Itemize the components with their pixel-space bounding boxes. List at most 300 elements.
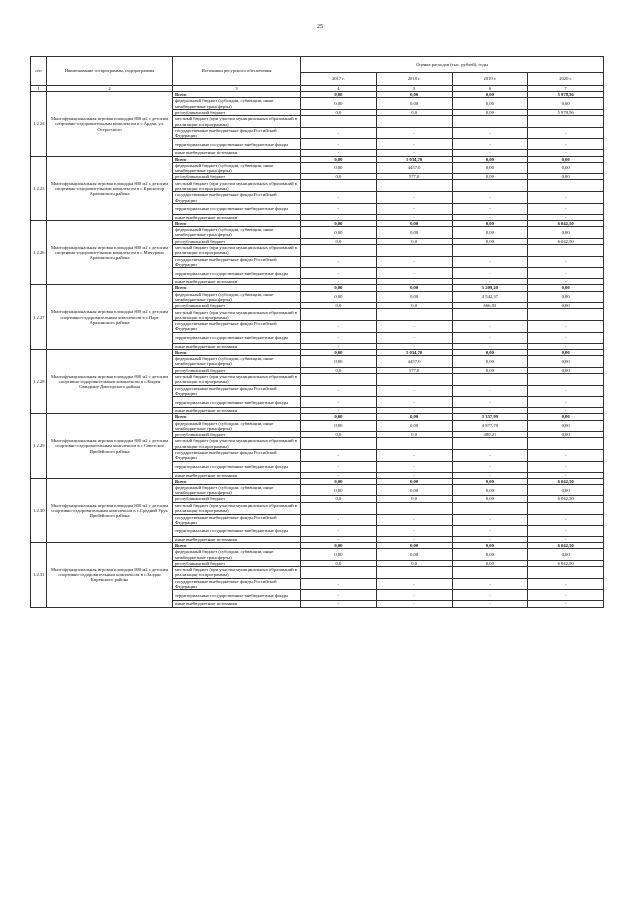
amount-cell: - (301, 268, 377, 279)
amount-cell: 0,00 (528, 549, 604, 560)
amount-cell: 0,00 (301, 291, 377, 302)
funding-source: государственные внебюджетные фонды Российской Федерации (173, 385, 301, 396)
amount-cell: 0,0 (376, 496, 452, 502)
amount-cell: 0,00 (301, 484, 377, 495)
amount-cell: - (528, 203, 604, 214)
amount-cell: - (376, 343, 452, 349)
amount-cell: - (452, 472, 528, 478)
funding-source: местный бюджет (при участии муниципальных образований в реализации госпрограммы) (173, 438, 301, 450)
amount-cell: - (376, 214, 452, 220)
amount-cell: 0,00 (528, 349, 604, 355)
amount-cell: 0,00 (376, 420, 452, 431)
amount-cell: 0,00 (376, 221, 452, 227)
amount-cell (528, 373, 604, 385)
funding-source: республиканский бюджет (173, 560, 301, 566)
funding-source: Всего (173, 221, 301, 227)
amount-cell (528, 502, 604, 514)
amount-cell: 0,00 (452, 98, 528, 109)
amount-cell: 5 357,99 (452, 414, 528, 420)
amount-cell: 4457,0 (376, 356, 452, 367)
amount-cell: 0,0 (301, 431, 377, 437)
amount-cell (376, 309, 452, 321)
amount-cell: - (452, 525, 528, 536)
funding-source: территориальные государственные внебюджетные фонды (173, 139, 301, 150)
amount-cell: 5 034,70 (376, 349, 452, 355)
funding-source: федеральный бюджет (субсидии, субвенции, иные межбюджетные трансферты) (173, 98, 301, 109)
amount-cell: - (452, 128, 528, 139)
funding-source: иные внебюджетные источники (173, 343, 301, 349)
amount-cell: 666,83 (452, 303, 528, 309)
project-name: Многофункциональная игровая площадка 800 м2 с детским спортивно-оздоровительным комплексом в с.Советское Ирибейского района (47, 414, 173, 478)
amount-cell: - (301, 150, 377, 156)
header-estimate: Оценка расходов (тыс. рублей), годы (301, 57, 604, 73)
amount-cell (452, 244, 528, 256)
amount-cell: 6 042,50 (528, 221, 604, 227)
amount-cell: 0,0 (376, 238, 452, 244)
funding-source: Всего (173, 156, 301, 162)
amount-cell (376, 502, 452, 514)
amount-cell: - (301, 514, 377, 525)
header-index: 6 (452, 86, 528, 92)
amount-cell: - (376, 128, 452, 139)
amount-cell: - (301, 321, 377, 332)
amount-cell: 0,0 (301, 560, 377, 566)
amount-cell: 0,00 (301, 285, 377, 291)
amount-cell: 6 042,50 (528, 560, 604, 566)
amount-cell: - (376, 578, 452, 589)
amount-cell: 6 042,50 (528, 478, 604, 484)
amount-cell: 0,00 (528, 303, 604, 309)
amount-cell: 0,0 (376, 431, 452, 437)
funding-source: республиканский бюджет (173, 303, 301, 309)
header-num: п/п (31, 57, 47, 86)
header-index: 4 (301, 86, 377, 92)
funding-source: государственные внебюджетные фонды Российской Федерации (173, 321, 301, 332)
amount-cell: - (376, 321, 452, 332)
amount-cell: 0,00 (452, 484, 528, 495)
funding-source: федеральный бюджет (субсидии, субвенции, иные межбюджетные трансферты) (173, 420, 301, 431)
amount-cell: 0,00 (528, 162, 604, 173)
amount-cell (301, 566, 377, 578)
amount-cell: 0,00 (301, 162, 377, 173)
amount-cell: - (452, 150, 528, 156)
amount-cell: 0,00 (376, 227, 452, 238)
amount-cell: - (301, 385, 377, 396)
amount-cell (376, 116, 452, 128)
amount-cell: 5 209,20 (452, 285, 528, 291)
amount-cell: 0,00 (452, 221, 528, 227)
amount-cell: 0,0 (376, 303, 452, 309)
amount-cell: 0,00 (376, 92, 452, 98)
funding-source: территориальные государственные внебюджетные фонды (173, 525, 301, 536)
amount-cell: 0,00 (452, 92, 528, 98)
funding-source: Всего (173, 478, 301, 484)
header-index: 5 (376, 86, 452, 92)
funding-source: республиканский бюджет (173, 174, 301, 180)
amount-cell: 0,00 (376, 478, 452, 484)
amount-cell: 0,00 (452, 227, 528, 238)
amount-cell (376, 566, 452, 578)
amount-cell: - (452, 343, 528, 349)
header-year: 2017 г. (301, 73, 377, 86)
header-source: Источники ресурсного обеспечения (173, 57, 301, 86)
amount-cell: - (376, 525, 452, 536)
amount-cell: - (452, 214, 528, 220)
amount-cell: 0,00 (528, 414, 604, 420)
amount-cell: - (301, 343, 377, 349)
amount-cell: 0,00 (452, 238, 528, 244)
amount-cell: 0,0 (301, 367, 377, 373)
amount-cell: - (376, 536, 452, 542)
amount-cell: - (528, 214, 604, 220)
funding-source: местный бюджет (при участии муниципальных образований в реализации госпрограммы) (173, 116, 301, 128)
funding-source: территориальные государственные внебюджетные фонды (173, 268, 301, 279)
amount-cell: - (301, 536, 377, 542)
amount-cell: 0,00 (376, 549, 452, 560)
amount-cell: 4 542,37 (452, 291, 528, 302)
amount-cell (528, 566, 604, 578)
amount-cell: 0,0 (301, 238, 377, 244)
amount-cell: - (376, 256, 452, 267)
amount-cell: - (376, 139, 452, 150)
amount-cell: 0,00 (301, 227, 377, 238)
funding-source: территориальные государственные внебюджетные фонды (173, 461, 301, 472)
header-year: 2018 г. (376, 73, 452, 86)
amount-cell: - (528, 461, 604, 472)
amount-cell: - (452, 408, 528, 414)
project-code: 1.2.28 (31, 349, 47, 413)
amount-cell: 0,00 (376, 543, 452, 549)
amount-cell: - (376, 514, 452, 525)
funding-source: федеральный бюджет (субсидии, субвенции, иные межбюджетные трансферты) (173, 549, 301, 560)
funding-source: государственные внебюджетные фонды Российской Федерации (173, 514, 301, 525)
amount-cell: - (528, 450, 604, 461)
amount-cell: 0,00 (452, 109, 528, 115)
amount-cell: 0,0 (301, 496, 377, 502)
funding-source: местный бюджет (при участии муниципальных образований в реализации госпрограммы) (173, 244, 301, 256)
amount-cell: - (376, 279, 452, 285)
amount-cell: 0,00 (452, 478, 528, 484)
funding-source: федеральный бюджет (субсидии, субвенции, иные межбюджетные трансферты) (173, 356, 301, 367)
funding-source: Всего (173, 543, 301, 549)
funding-source: территориальные государственные внебюджетные фонды (173, 332, 301, 343)
amount-cell: - (452, 601, 528, 607)
amount-cell: - (376, 450, 452, 461)
amount-cell: - (452, 578, 528, 589)
amount-cell: 0,00 (528, 356, 604, 367)
amount-cell (452, 502, 528, 514)
funding-source: Всего (173, 414, 301, 420)
header-year: 2019 г. (452, 73, 528, 86)
amount-cell: 577,0 (376, 174, 452, 180)
amount-cell: 0,00 (528, 484, 604, 495)
amount-cell: 0,0 (376, 109, 452, 115)
amount-cell: 0,00 (301, 414, 377, 420)
amount-cell (528, 116, 604, 128)
amount-cell: - (452, 536, 528, 542)
project-code: 1.2.26 (31, 221, 47, 285)
amount-cell: - (376, 332, 452, 343)
funding-source: республиканский бюджет (173, 496, 301, 502)
page-number: 25 (317, 24, 323, 30)
header-index: 3 (173, 86, 301, 92)
amount-cell: - (301, 192, 377, 203)
amount-cell: 5 978,56 (528, 92, 604, 98)
amount-cell: 0,00 (376, 98, 452, 109)
amount-cell: - (376, 408, 452, 414)
amount-cell: - (452, 514, 528, 525)
amount-cell: 0,00 (376, 414, 452, 420)
amount-cell: - (452, 203, 528, 214)
amount-cell: 0,0 (301, 109, 377, 115)
budget-table (30, 56, 604, 608)
amount-cell: 0,00 (452, 543, 528, 549)
amount-cell: - (301, 279, 377, 285)
amount-cell: - (528, 385, 604, 396)
amount-cell: 0,00 (376, 285, 452, 291)
project-name: Многофункциональная игровая площадка 800 м2 с детским спортивно-оздоровительным комплексом в с.Ардан, ул. Острогского (47, 92, 173, 156)
funding-source: территориальные государственные внебюджетные фонды (173, 590, 301, 601)
amount-cell: - (376, 472, 452, 478)
amount-cell: - (452, 268, 528, 279)
amount-cell: 0,00 (301, 221, 377, 227)
table-header (31, 57, 604, 92)
amount-cell: - (301, 214, 377, 220)
funding-source: Всего (173, 349, 301, 355)
amount-cell: 4457,0 (376, 162, 452, 173)
amount-cell (528, 244, 604, 256)
amount-cell: 0,00 (528, 367, 604, 373)
amount-cell: 5 978,56 (528, 109, 604, 115)
amount-cell: - (376, 590, 452, 601)
amount-cell: - (528, 578, 604, 589)
amount-cell: 0,00 (301, 156, 377, 162)
header-year: 2020 г. (528, 73, 604, 86)
project-name: Многофункциональная игровая площадка 800 м2 с детским спортивно-оздоровительным комплексом в с.Парт Арахинского района (47, 285, 173, 349)
amount-cell: - (528, 601, 604, 607)
amount-cell: - (376, 397, 452, 408)
funding-source: иные внебюджетные источники (173, 601, 301, 607)
amount-cell: - (528, 332, 604, 343)
amount-cell: - (528, 397, 604, 408)
amount-cell (528, 438, 604, 450)
amount-cell: - (301, 203, 377, 214)
funding-source: государственные внебюджетные фонды Российской Федерации (173, 192, 301, 203)
project-code: 1.2.30 (31, 478, 47, 542)
amount-cell: 0,00 (301, 478, 377, 484)
funding-source: иные внебюджетные источники (173, 408, 301, 414)
amount-cell: 0,00 (452, 156, 528, 162)
amount-cell: 0,00 (528, 291, 604, 302)
amount-cell: - (528, 192, 604, 203)
amount-cell: 0,00 (528, 431, 604, 437)
funding-source: государственные внебюджетные фонды Российской Федерации (173, 578, 301, 589)
amount-cell: 0,00 (452, 162, 528, 173)
amount-cell: - (452, 192, 528, 203)
amount-cell: - (376, 385, 452, 396)
project-name: Многофункциональная игровая площадка 800 м2 с детским спортивно-оздоровительным комплексом в с.Кырен Саяндыну Дмогорского района (47, 349, 173, 413)
amount-cell: 0,00 (452, 549, 528, 560)
amount-cell: 0,00 (528, 227, 604, 238)
project-code: 1.2.29 (31, 414, 47, 478)
funding-source: Всего (173, 92, 301, 98)
amount-cell: - (528, 268, 604, 279)
amount-cell: 0,00 (301, 420, 377, 431)
amount-cell: - (452, 139, 528, 150)
amount-cell: 0,00 (452, 349, 528, 355)
amount-cell: 0,00 (301, 98, 377, 109)
amount-cell: - (452, 385, 528, 396)
amount-cell: 0,00 (452, 356, 528, 367)
funding-source: территориальные государственные внебюджетные фонды (173, 203, 301, 214)
amount-cell: - (301, 601, 377, 607)
funding-source: территориальные государственные внебюджетные фонды (173, 397, 301, 408)
project-name: Многофункциональная игровая площадка 800 м2 с детским спортивно-оздоровительным комплексом в с.Средний Урук Ирибейского района (47, 478, 173, 542)
amount-cell (528, 309, 604, 321)
amount-cell: - (376, 203, 452, 214)
funding-source: федеральный бюджет (субсидии, субвенции, иные межбюджетные трансферты) (173, 291, 301, 302)
amount-cell: 0,00 (376, 484, 452, 495)
amount-cell: - (301, 408, 377, 414)
project-code: 1.2.25 (31, 156, 47, 220)
funding-source: государственные внебюджетные фонды Российской Федерации (173, 256, 301, 267)
amount-cell: 5 034,70 (376, 156, 452, 162)
funding-source: местный бюджет (при участии муниципальных образований в реализации госпрограммы) (173, 373, 301, 385)
amount-cell: - (452, 279, 528, 285)
amount-cell: 0,00 (301, 92, 377, 98)
amount-cell: - (528, 343, 604, 349)
amount-cell: - (376, 601, 452, 607)
amount-cell: 0,00 (452, 174, 528, 180)
amount-cell: - (528, 590, 604, 601)
funding-source: федеральный бюджет (субсидии, субвенции, иные межбюджетные трансферты) (173, 162, 301, 173)
amount-cell: - (528, 472, 604, 478)
amount-cell: - (376, 192, 452, 203)
funding-source: республиканский бюджет (173, 238, 301, 244)
amount-cell: - (528, 139, 604, 150)
funding-source: государственные внебюджетные фонды Российской Федерации (173, 128, 301, 139)
amount-cell: 0,0 (301, 303, 377, 309)
amount-cell: 0,00 (301, 543, 377, 549)
amount-cell (301, 502, 377, 514)
amount-cell: - (452, 321, 528, 332)
amount-cell: - (301, 472, 377, 478)
amount-cell: - (301, 139, 377, 150)
amount-cell: 480,21 (452, 431, 528, 437)
header-index: 7 (528, 86, 604, 92)
project-name: Многофункциональная игровая площадка 800 м2 с детским спортивно-оздоровительным комплексом в с.Мичурино Арахинского района (47, 221, 173, 285)
amount-cell: - (528, 128, 604, 139)
amount-cell: - (376, 150, 452, 156)
funding-source: федеральный бюджет (субсидии, субвенции, иные межбюджетные трансферты) (173, 227, 301, 238)
amount-cell: 0,00 (452, 367, 528, 373)
amount-cell: - (452, 450, 528, 461)
amount-cell: - (301, 525, 377, 536)
project-code: 1.2.27 (31, 285, 47, 349)
amount-cell: - (301, 450, 377, 461)
project-name: Многофункциональная игровая площадка 800 м2 с детским спортивно-оздоровительным комплексом в с.Залдан Киренского района (47, 543, 173, 607)
amount-cell: 0,00 (528, 156, 604, 162)
amount-cell: - (301, 397, 377, 408)
amount-cell: - (528, 150, 604, 156)
amount-cell: - (452, 397, 528, 408)
amount-cell (452, 566, 528, 578)
amount-cell: 577,0 (376, 367, 452, 373)
funding-source: государственные внебюджетные фонды Российской Федерации (173, 450, 301, 461)
amount-cell (452, 309, 528, 321)
funding-source: иные внебюджетные источники (173, 279, 301, 285)
amount-cell: - (301, 590, 377, 601)
amount-cell (452, 438, 528, 450)
amount-cell (301, 116, 377, 128)
funding-source: местный бюджет (при участии муниципальных образований в реализации госпрограммы) (173, 309, 301, 321)
amount-cell: - (301, 461, 377, 472)
amount-cell (301, 309, 377, 321)
amount-cell: - (301, 128, 377, 139)
funding-source: республиканский бюджет (173, 431, 301, 437)
amount-cell: 0,00 (301, 349, 377, 355)
amount-cell: 0,00 (452, 496, 528, 502)
header-index: 2 (47, 86, 173, 92)
amount-cell (452, 180, 528, 192)
amount-cell: 0,00 (528, 285, 604, 291)
funding-source: иные внебюджетные источники (173, 536, 301, 542)
amount-cell: - (301, 332, 377, 343)
amount-cell: 6 042,50 (528, 238, 604, 244)
amount-cell: 0,00 (528, 174, 604, 180)
amount-cell: - (528, 514, 604, 525)
amount-cell: - (528, 256, 604, 267)
funding-source: иные внебюджетные источники (173, 472, 301, 478)
funding-source: Всего (173, 285, 301, 291)
amount-cell (376, 244, 452, 256)
amount-cell (301, 244, 377, 256)
amount-cell: - (452, 256, 528, 267)
project-code: 1.2.24 (31, 92, 47, 156)
amount-cell: - (301, 578, 377, 589)
amount-cell: 6 042,50 (528, 496, 604, 502)
amount-cell (301, 180, 377, 192)
amount-cell: 6 042,50 (528, 543, 604, 549)
funding-source: местный бюджет (при участии муниципальных образований в реализации госпрограммы) (173, 502, 301, 514)
amount-cell: - (376, 461, 452, 472)
amount-cell (452, 116, 528, 128)
funding-source: федеральный бюджет (субсидии, субвенции, иные межбюджетные трансферты) (173, 484, 301, 495)
amount-cell: 0,0 (376, 560, 452, 566)
funding-source: местный бюджет (при участии муниципальных образований в реализации госпрограммы) (173, 180, 301, 192)
amount-cell (301, 373, 377, 385)
amount-cell: 0,00 (452, 560, 528, 566)
amount-cell: - (452, 461, 528, 472)
amount-cell: 4 877,78 (452, 420, 528, 431)
amount-cell: 0,0 (301, 174, 377, 180)
project-name: Многофункциональная игровая площадка 800 м2 с детским спортивно-оздоровительным комплексом в с.Красногор Арахинского района (47, 156, 173, 220)
amount-cell: 0,00 (301, 356, 377, 367)
amount-cell (301, 438, 377, 450)
amount-cell: 0,00 (528, 98, 604, 109)
amount-cell: 0,00 (528, 420, 604, 431)
amount-cell: - (452, 590, 528, 601)
funding-source: республиканский бюджет (173, 109, 301, 115)
amount-cell: - (528, 525, 604, 536)
amount-cell (528, 180, 604, 192)
amount-cell: - (452, 332, 528, 343)
amount-cell: 0,00 (301, 549, 377, 560)
project-code: 1.2.31 (31, 543, 47, 607)
amount-cell (376, 373, 452, 385)
amount-cell: - (376, 268, 452, 279)
amount-cell: 0,00 (376, 291, 452, 302)
